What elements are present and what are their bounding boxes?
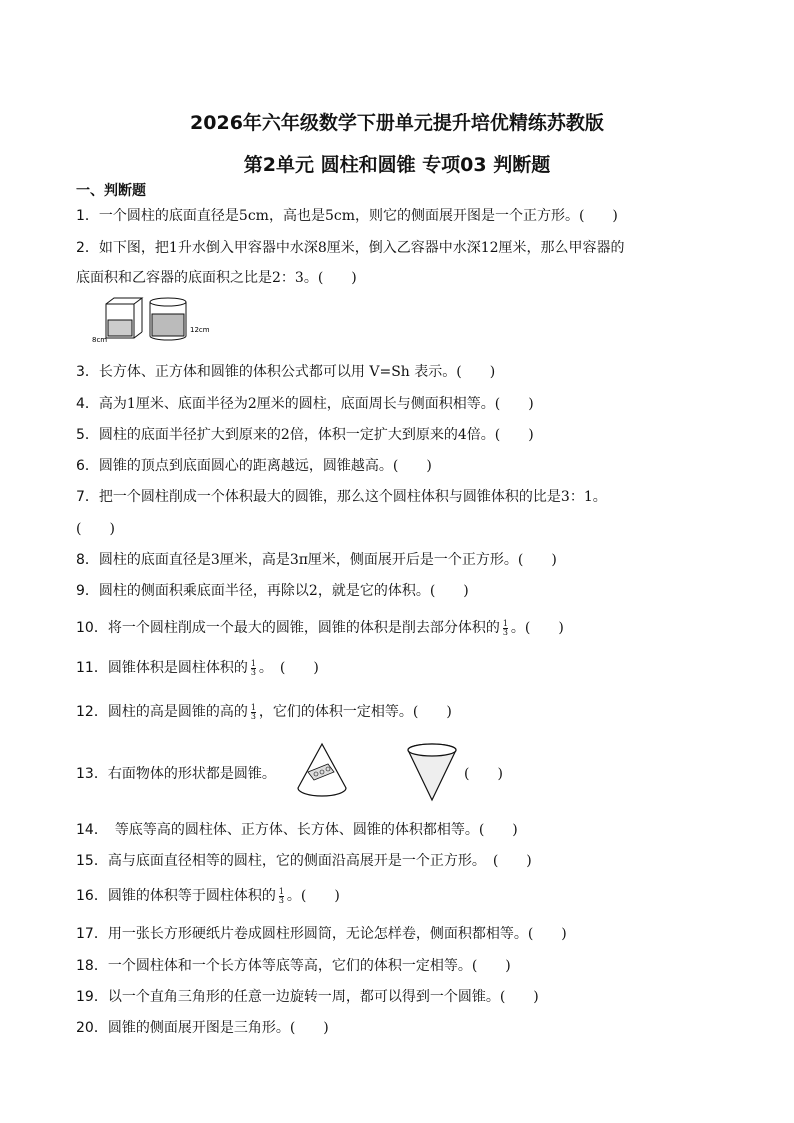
container-figure: [92, 296, 222, 346]
fraction: $\frac{1}{3}$: [278, 886, 284, 905]
question-3: 3．长方体、正方体和圆锥的体积公式都可以用 V=Sh 表示。( ): [76, 364, 496, 380]
document-subtitle: 第2单元 圆柱和圆锥 专项03 判断题: [243, 154, 551, 176]
question-18: 18．一个圆柱体和一个长方体等底等高，它们的体积一定相等。( ): [76, 958, 511, 974]
question-14: 14． 等底等高的圆柱体、正方体、长方体、圆锥的体积都相等。( ): [76, 822, 518, 838]
inverted-cone-icon: [404, 742, 460, 804]
question-8: 8．圆柱的底面直径是3厘米，高是3π厘米，侧面展开后是一个正方形。( ): [76, 552, 557, 568]
question-16: 16．圆锥的体积等于圆柱体积的 $\frac{1}{3}$ 。( ): [76, 886, 340, 905]
question-20: 20．圆锥的侧面展开图是三角形。( ): [76, 1020, 329, 1036]
fraction: $\frac{1}{3}$: [250, 658, 256, 677]
question-12: 12．圆柱的高是圆锥的高的 $\frac{1}{3}$ ，它们的体积一定相等。( ): [76, 702, 452, 721]
question-1: 1．一个圆柱的底面直径是5cm，高也是5cm，则它的侧面展开图是一个正方形。( ): [76, 208, 618, 224]
question-7: 7．把一个圆柱削成一个体积最大的圆锥，那么这个圆柱体积与圆锥体积的比是3：1。: [76, 489, 607, 505]
question-10: 10．将一个圆柱削成一个最大的圆锥，圆锥的体积是削去部分体积的 $\frac{1}{3}$ 。( ): [76, 618, 564, 637]
fraction: $\frac{1}{3}$: [502, 618, 508, 637]
cone-object-icon: [294, 742, 354, 800]
section-heading: 一、判断题: [76, 183, 146, 199]
label-8cm: 8cm: [92, 336, 108, 344]
question-2-line2: 底面积和乙容器的底面积之比是2：3。( ): [76, 270, 357, 286]
question-6: 6．圆锥的顶点到底面圆心的距离越远，圆锥越高。( ): [76, 458, 432, 474]
question-13-answer: ( ): [464, 766, 503, 782]
document-title: 2026年六年级数学下册单元提升培优精练苏教版: [190, 112, 604, 134]
question-5: 5．圆柱的底面半径扩大到原来的2倍，体积一定扩大到原来的4倍。( ): [76, 427, 534, 443]
label-12cm: 12cm: [190, 326, 210, 334]
question-17: 17．用一张长方形硬纸片卷成圆柱形圆筒，无论怎样卷，侧面积都相等。( ): [76, 926, 567, 942]
question-7-line2: ( ): [76, 521, 115, 537]
question-19: 19．以一个直角三角形的任意一边旋转一周，都可以得到一个圆锥。( ): [76, 989, 539, 1005]
fraction: $\frac{1}{3}$: [250, 702, 256, 721]
question-13: 13．右面物体的形状都是圆锥。: [76, 766, 276, 782]
question-9: 9．圆柱的侧面积乘底面半径，再除以2，就是它的体积。( ): [76, 583, 469, 599]
question-4: 4．高为1厘米、底面半径为2厘米的圆柱，底面周长与侧面积相等。( ): [76, 396, 534, 412]
question-11: 11．圆锥体积是圆柱体积的 $\frac{1}{3}$ 。 ( ): [76, 658, 319, 677]
question-15: 15．高与底面直径相等的圆柱，它的侧面沿高展开是一个正方形。 ( ): [76, 853, 532, 869]
question-2: 2．如下图，把1升水倒入甲容器中水深8厘米，倒入乙容器中水深12厘米，那么甲容器的: [76, 240, 625, 256]
